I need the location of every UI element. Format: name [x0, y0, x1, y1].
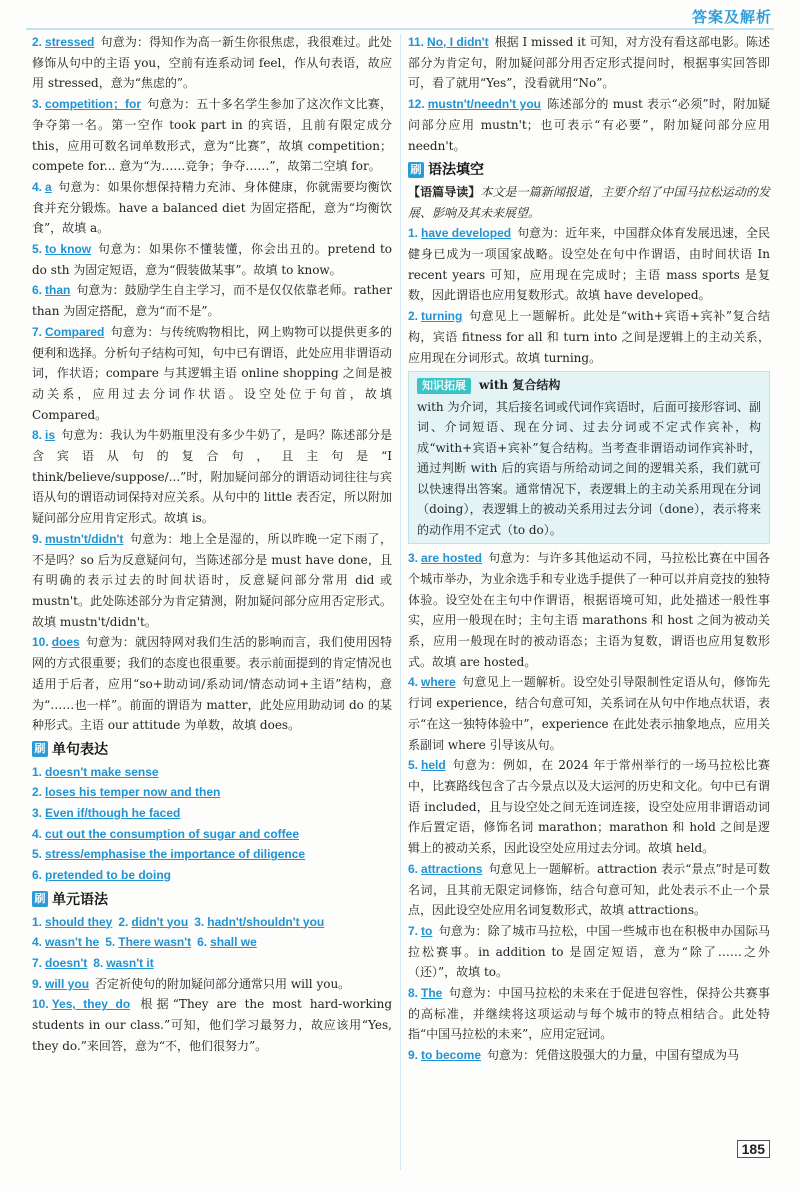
explanation-text: 句意见上一题解析。设空处引导限制性定语从句，修饰先行词 experience，结合句意可知，关系词在从句中作地点状语，表示“在这一独特体验中”，experience 在此处表示抽象地点，应用关系副词 where 引导该从句。 — [408, 675, 770, 752]
answer-text: didn't you — [131, 914, 189, 929]
answer-item — [408, 921, 770, 983]
explanation-text: 句意为：五十多名学生参加了这次作文比赛，争夺第一名。第一空作 took part in 的宾语，且前有限定成分 this，应用可数名词单数形式，意为“比赛”，故填 competition；compete for... 意为“为……竞争；争夺……”，故第二空填 for。 — [32, 97, 392, 174]
section-header-grammar-fill — [408, 159, 770, 180]
answer-text: pretended to be doing — [45, 868, 172, 883]
answer-text: cut out the consumption of sugar and coffee — [45, 826, 300, 841]
item-number: 6. — [408, 861, 419, 876]
explanation-text: 句意为：与许多其他运动不同，马拉松比赛在中国各个城市举办，为业余选手和专业选手提供了一种可以并肩竞技的独特体验。设空处在主句中作谓语，根据语境可知，此处描述一般性事实，应用一般现在时；主句主语 marathons 和 host 之间为被动关系，应用一般现在时的被动语态；主语为复数，谓语也应用复数形式。故填 are hosted。 — [408, 551, 770, 669]
item-number: 3. — [32, 97, 43, 112]
answer-item — [32, 94, 392, 177]
answer-item — [408, 672, 770, 755]
extension-title: with 复合结构 — [479, 378, 561, 393]
section-title: 语法填空 — [428, 161, 484, 178]
item-number: 1. — [408, 226, 419, 241]
guide-tag: 【语篇导读】 — [408, 184, 481, 199]
explanation-text: 句意为：中国马拉松的未来在于促进包容性，保持公共赛事的高标准，并继续将这项运动与每个城市的特点相结合。此处特指“中国马拉松的未来”，应用定冠词。 — [408, 986, 770, 1042]
answer-item — [408, 94, 770, 156]
explanation-text: 句意为：凭借这股强大的力量，中国有望成为马 — [487, 1048, 740, 1063]
left-answer-list — [32, 32, 392, 736]
item-number: 9. — [32, 531, 43, 546]
answer-text: Yes, they do — [51, 997, 131, 1012]
left-column — [32, 32, 392, 1056]
extension-header — [417, 375, 761, 396]
item-number: 9. — [32, 976, 43, 991]
answer-item — [408, 1045, 770, 1066]
item-number: 10. — [32, 635, 49, 650]
explanation-text: 句意为：除了城市马拉松，中国一些城市也在积极申办国际马拉松赛事。in addition to 是固定短语，意为“除了……之外（还）”，故填 to。 — [408, 923, 770, 980]
answer-text: does — [51, 635, 80, 650]
item-number: 1. — [32, 914, 43, 929]
column-divider — [400, 34, 401, 1170]
explanation-text: 句意为：鼓励学生自主学习，而不是仅仅依靠老师。rather than 为固定搭配，意为“而不是”。 — [32, 283, 392, 319]
guide-text: 本文是一篇新闻报道，主要介绍了中国马拉松运动的发展、影响及其未来展望。 — [408, 184, 770, 220]
answer-item — [32, 865, 392, 886]
answer-text: is — [45, 428, 56, 443]
answer-text: where — [421, 675, 456, 690]
extension-text: with 为介词，其后接名词或代词作宾语时，后面可接形容词、副词、介词短语、现在分词、过去分词或不定式作宾补，构成“with+宾语+宾补”复合结构。当考查非谓语动词作宾补时，通过判断 with 后的宾语与所给动词之间的逻辑关系，我们就可以快速得出答案。通常情况下，表逻辑上的主动关系用现在分词（doing），表逻辑上的被动关系用过去分词（done），表示将来的动作用不定式（to do）。 — [417, 399, 761, 537]
answer-row — [32, 912, 392, 933]
answer-text: mustn't/didn't — [45, 531, 124, 546]
explanation-text: 句意为：近年来，中国群众体育发展迅速，全民健身已成为一项国家战略。设空处在句中作谓语，由时间状语 In recent years 可知，应用现在完成时；主语 mass sports 是复数，因此谓语也应用复数形式。故填 have developed。 — [408, 226, 770, 303]
answer-item — [32, 782, 392, 803]
answer-item — [32, 844, 392, 865]
answer-text: competition；for — [45, 97, 142, 112]
answer-item — [32, 280, 392, 321]
passage-guide — [408, 182, 770, 223]
answer-text: The — [421, 986, 443, 1001]
answer-text: held — [421, 758, 446, 773]
explanation-text: 根据 I missed it 可知，对方没有看这部电影。陈述部分为肯定句，附加疑问部分用否定形式提问时，根据事实回答即可，看了就用“Yes”，没看就用“No”。 — [408, 35, 770, 91]
answer-text: wasn't it — [106, 955, 154, 970]
item-number: 7. — [32, 324, 43, 339]
single-sentence-list — [32, 762, 392, 886]
answer-item — [32, 632, 392, 736]
section-badge: 刷 — [408, 162, 424, 178]
item-number: 4. — [32, 826, 43, 841]
item-number: 11. — [408, 35, 425, 49]
item-number: 7. — [32, 955, 43, 970]
item-number: 5. — [32, 847, 43, 862]
answer-text: will you — [45, 976, 90, 991]
explanation-text: 否定祈使句的附加疑问部分通常只用 will you。 — [95, 976, 351, 991]
answer-text: than — [45, 283, 71, 298]
explanation-text: 句意为：如果你不懂装懂，你会出丑的。pretend to do sth 为固定短语，意为“假装做某事”。故填 to know。 — [32, 242, 393, 277]
item-number: 6. — [32, 283, 43, 298]
answer-text: attractions — [421, 861, 483, 876]
explanation-text: 句意见上一题解析。attraction 表示“景点”时是可数名词，且其前无限定词修饰，结合句意可知，此处表示不止一个景点，因此设空处应用名词复数形式，故填 attractions。 — [408, 861, 770, 918]
item-number: 2. — [32, 35, 43, 49]
grammar-fill-list-b — [408, 548, 770, 1066]
answer-text: turning — [421, 309, 463, 324]
header-rule — [26, 28, 774, 30]
section-header-unit-grammar — [32, 889, 392, 910]
page-number: 185 — [737, 1140, 770, 1158]
right-answer-list — [408, 32, 770, 156]
item-number: 8. — [93, 955, 104, 970]
answer-text: to become — [421, 1048, 482, 1063]
item-number: 7. — [408, 923, 419, 938]
answer-item — [408, 755, 770, 859]
item-number: 10. — [32, 997, 49, 1012]
item-number: 1. — [32, 764, 43, 779]
answer-row — [32, 953, 392, 974]
explanation-text: 陈述部分的 must 表示“必须”时，附加疑问部分应用 mustn't；也可表示“有必要”，附加疑问部分应用 needn't。 — [408, 97, 770, 153]
answer-item — [32, 529, 392, 633]
answer-text: shall we — [210, 935, 257, 950]
answer-item — [32, 177, 392, 239]
header-title: 答案及解析 — [691, 9, 772, 26]
item-number: 4. — [32, 179, 43, 194]
knowledge-extension-box — [408, 371, 770, 544]
extension-tag: 知识拓展 — [417, 378, 471, 394]
item-number: 3. — [194, 914, 205, 929]
answer-item — [32, 239, 392, 280]
answer-text: Compared — [45, 324, 105, 339]
answer-text: wasn't he — [45, 935, 100, 950]
item-number: 12. — [408, 97, 425, 112]
answer-text: mustn't/needn't you — [427, 97, 542, 112]
answer-text: should they — [45, 914, 113, 929]
item-number: 5. — [32, 242, 43, 257]
item-number: 5. — [105, 935, 116, 950]
answer-item — [408, 306, 770, 368]
answer-item — [408, 983, 770, 1045]
answer-item — [32, 824, 392, 845]
item-number: 3. — [408, 551, 419, 566]
answer-item — [32, 762, 392, 783]
section-title: 单句表达 — [52, 740, 108, 757]
answer-item — [32, 425, 392, 529]
item-number: 3. — [32, 806, 43, 821]
section-badge: 刷 — [32, 741, 48, 757]
item-number: 2. — [118, 914, 129, 929]
answer-text: There wasn't — [118, 935, 192, 950]
answer-text: doesn't — [45, 955, 88, 970]
item-number: 2. — [408, 309, 419, 324]
explanation-text: 根据“They are the most hard-working students in our class.”可知，他们学习最努力，故应该用“Yes, they do.”来回答，意为“不，他们很努力”。 — [32, 997, 393, 1053]
answer-text: stressed — [45, 35, 95, 49]
unit-grammar-rows — [32, 912, 392, 974]
section-header-single-sentence — [32, 739, 392, 760]
answer-item — [32, 32, 392, 94]
answer-text: doesn't make sense — [45, 764, 159, 779]
explanation-text: 句意为：例如，在 2024 年于常州举行的一场马拉松比赛中，比赛路线包含了古今景点以及大运河的历史和文化。句中已有谓语 included，且与设空处之间无连词连接，设空处应用非谓语动词作后置定语，修饰名词 marathon；marathon 和 hold 之间是逻辑上的被动关系，因此设空处应用过去分词。故填 held。 — [408, 758, 770, 856]
item-number: 5. — [408, 758, 419, 773]
grammar-fill-list-a — [408, 223, 770, 368]
answer-item — [32, 994, 392, 1056]
answer-row — [32, 932, 392, 953]
explanation-text: 句意为：如果你想保持精力充沛、身体健康，你就需要均衡饮食并充分锻炼。have a balanced diet 为固定搭配，意为“均衡饮食”，故填 a。 — [32, 179, 392, 236]
answer-item — [32, 322, 392, 426]
answer-text: to — [421, 923, 433, 938]
answer-item — [408, 548, 770, 672]
explanation-text: 句意为：得知作为高一新生你很焦虑，我很难过。此处修饰从句中的主语 you，空前有连系动词 feel，作从句表语，故应用 stressed，意为“焦虑的”。 — [32, 35, 392, 91]
explanation-text: 句意见上一题解析。此处是“with+宾语+宾补”复合结构，宾语 fitness for all 和 turn into 之间是逻辑上的主动关系，应用现在分词形式。故填 turning。 — [408, 309, 770, 365]
unit-grammar-items — [32, 974, 392, 1057]
answer-item — [32, 974, 392, 995]
item-number: 6. — [32, 868, 43, 883]
explanation-text: 句意为：地上全是湿的，所以昨晚一定下雨了，不是吗？so 后为反意疑问句，当陈述部分是 must have done，且有明确的表示过去的时间状语时，反意疑问部分常用 did 或 mustn't。此处陈述部分为肯定猜测，附加疑问部分应用否定形式。故填 mustn't/didn't。 — [32, 531, 392, 629]
explanation-text: 句意为：与传统购物相比，网上购物可以提供更多的便利和选择。分析句子结构可知，句中已有谓语，此处应用非谓语动词，作状语；compare 与其逻辑主语 online shopping 之间是被动关系，应用过去分词作状语。设空处位于句首，故填 Compared。 — [32, 324, 393, 422]
answer-item — [408, 859, 770, 921]
item-number: 8. — [32, 428, 43, 443]
answer-text: have developed — [421, 226, 512, 241]
answer-item — [32, 803, 392, 824]
answer-text: are hosted — [421, 551, 482, 566]
answer-text: No, I didn't — [427, 35, 489, 49]
item-number: 4. — [408, 675, 419, 690]
answer-text: Even if/though he faced — [45, 806, 181, 821]
answer-text: to know — [45, 242, 92, 257]
item-number: 4. — [32, 935, 43, 950]
answer-text: a — [45, 179, 52, 194]
section-title: 单元语法 — [52, 890, 108, 907]
right-column — [408, 32, 770, 1066]
explanation-text: 句意为：我认为牛奶瓶里没有多少牛奶了，是吗？陈述部分是含宾语从句的复合句，且主句是“I think/believe/suppose/...”时，附加疑问部分的谓语动词往往与宾语从句的谓语动词保持对应关系。从句中的 little 表否定，所以附加疑问部分应用肯定形式。故填 is。 — [32, 428, 392, 526]
item-number: 2. — [32, 785, 43, 800]
section-badge: 刷 — [32, 891, 48, 907]
explanation-text: 句意为：就因特网对我们生活的影响而言，我们使用因特网的方式很重要；我们的态度也很重要。表示前面提到的肯定情况也适用于后者，应用“so+助动词/系动词/情态动词+主语”结构，意为“……也一样”。前面的谓语为 matter，此处应用助动词 do 的某种形式。主语 our attitude 为单数，故填 does。 — [32, 635, 393, 733]
answer-text: hadn't/shouldn't you — [207, 914, 325, 929]
answer-text: stress/emphasise the importance of diligence — [45, 847, 306, 862]
answer-text: loses his temper now and then — [45, 785, 221, 800]
answer-item — [408, 32, 770, 94]
answer-item — [408, 223, 770, 306]
item-number: 9. — [408, 1048, 419, 1063]
item-number: 6. — [197, 935, 208, 950]
item-number: 8. — [408, 986, 419, 1001]
